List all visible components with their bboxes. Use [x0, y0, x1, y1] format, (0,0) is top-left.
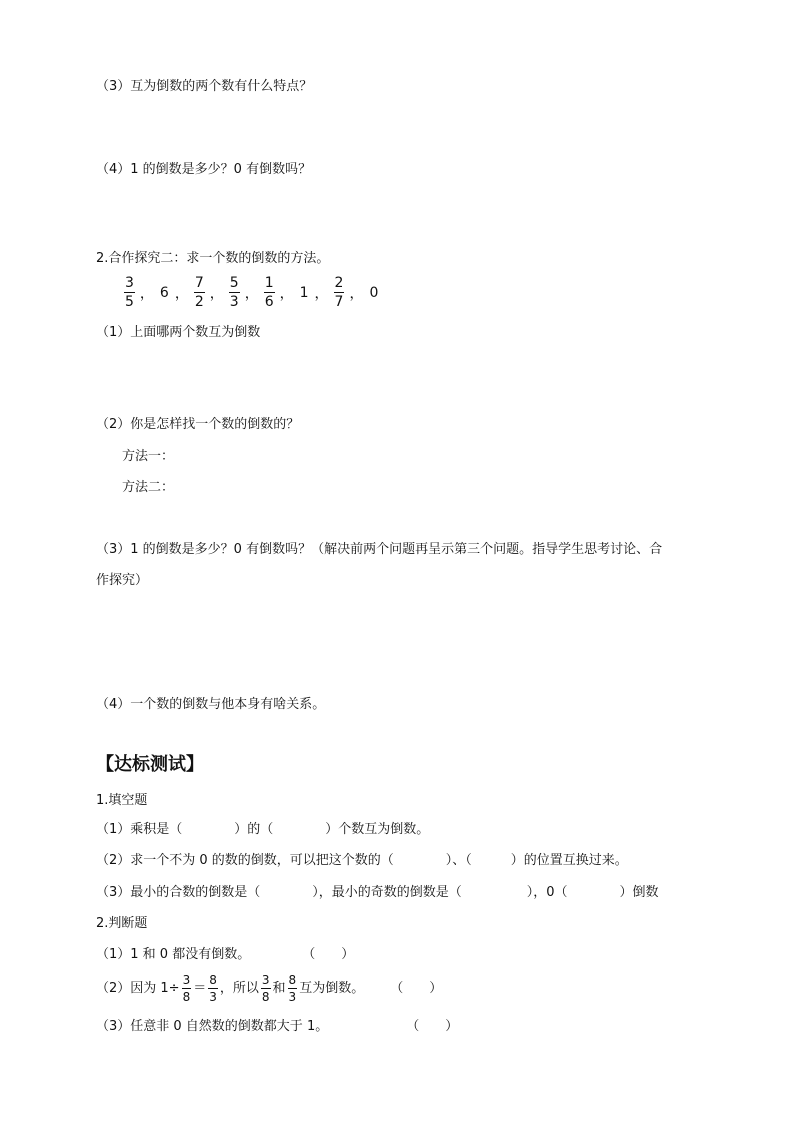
judge-question-1: （1）1 和 0 都没有倒数。 （ ） [96, 947, 355, 962]
question-p2-3-line1: （3）1 的倒数是多少？0 有倒数吗？（解决前两个问题再呈示第三个问题。指导学生思考讨论、合 [96, 542, 663, 557]
question-p2-1: （1）上面哪两个数互为倒数 [96, 325, 261, 340]
method-one-label: 方法一： [122, 449, 175, 464]
judge-question-3: （3）任意非 0 自然数的倒数都大于 1。 （ ） [96, 1019, 459, 1034]
method-two-label: 方法二： [122, 480, 175, 495]
number-0: 0 [369, 284, 379, 301]
number-6: 6 [159, 284, 169, 301]
number-1: 1 [299, 284, 309, 301]
fraction-8-3: $\frac{8}{3}$ [209, 973, 217, 1004]
question-p2-3-line2: 作探究） [96, 573, 149, 588]
fill-question-2: （2）求一个不为 0 的数的倒数，可以把这个数的（ ）、（ ）的位置互换过来。 [96, 853, 628, 868]
fill-question-1: （1）乘积是（ ）的（ ）个数互为倒数。 [96, 822, 430, 837]
fraction-3-8-b: $\frac{3}{8}$ [261, 973, 270, 1004]
section-title-explore-2: 2.合作探究二：求一个数的倒数的方法。 [96, 251, 330, 266]
question-p1-4: （4）1 的倒数是多少？0 有倒数吗？ [96, 162, 312, 177]
fraction-3-8: $\frac{3}{8}$ [182, 973, 191, 1004]
fraction-1-6: $\frac{1}{6}$ [264, 275, 274, 310]
fill-section-title: 1.填空题 [96, 793, 148, 808]
judge-question-2: （2）因为 1÷ $\frac{3}{8}$ ＝ $\frac{8}{3}$ ，所以 $\frac{3}{8}$ 和 $\frac{8}{3}$ 互为倒数。 （ ） [96, 973, 443, 1004]
test-heading: 【达标测试】 [96, 754, 204, 775]
fraction-2-7: $\frac{2}{7}$ [334, 275, 344, 310]
judge-section-title: 2.判断题 [96, 916, 148, 931]
fraction-5-3: $\frac{5}{3}$ [229, 275, 239, 310]
question-p2-4: （4）一个数的倒数与他本身有啥关系。 [96, 697, 326, 712]
fill-question-3: （3）最小的合数的倒数是（ ），最小的奇数的倒数是（ ），0（ ）倒数 [96, 885, 659, 900]
fraction-3-5: $\frac{3}{5}$ [125, 275, 134, 310]
fraction-7-2: $\frac{7}{2}$ [194, 275, 204, 310]
question-p2-2: （2）你是怎样找一个数的倒数的？ [96, 417, 300, 432]
fraction-8-3-b: $\frac{8}{3}$ [288, 973, 297, 1004]
number-list: $\frac{3}{5}$ ， 6 ， $\frac{7}{2}$ ， $\frac{5}{3}$ ， $\frac{1}{6}$ ， 1 ， $\frac{2}{7}$ ， 0 [125, 275, 379, 310]
question-p1-3: （3）互为倒数的两个数有什么特点？ [96, 79, 313, 94]
